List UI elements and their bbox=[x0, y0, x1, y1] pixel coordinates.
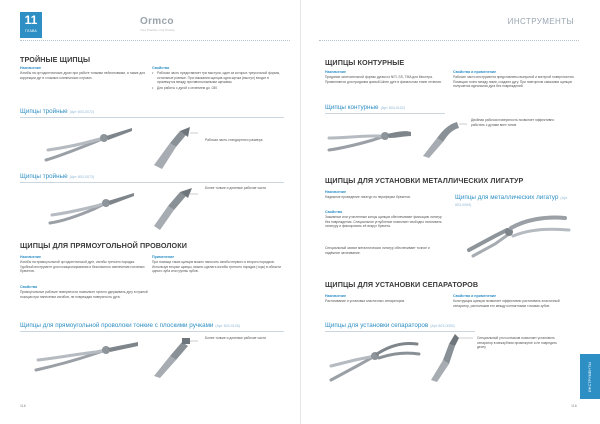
header-divider bbox=[319, 40, 579, 41]
product-name: Щипцы для установки сепараторов bbox=[325, 322, 429, 329]
contour-purpose-text: Придание окончательной формы дугам из NiTi, SS, TMA для Мистера. Применяются для придания кривой Шпее дуге в финальном этапе лечения. bbox=[325, 75, 442, 84]
separator-pliers-title: ЩИПЦЫ ДЛЯ УСТАНОВКИ СЕПАРАТОРОВ bbox=[325, 280, 479, 289]
rect-application-label: Применение bbox=[152, 255, 175, 259]
pliers-image-ligature bbox=[465, 208, 575, 258]
tweed-pliers-title: ТРОЙНЫЕ ЩИПЦЫ bbox=[20, 55, 91, 64]
contour-features-text: Рабочие части инструмента представлены выпуклой и вогнутой поверхностью. Помещая точно между ними, создают дугу. При повторном смыкании щипцов получается идеальная дуга без повреждений. bbox=[453, 75, 575, 89]
product-tweed-2 bbox=[20, 173, 94, 180]
chapter-badge bbox=[20, 12, 42, 38]
separator-features-label: Свойства и применение bbox=[453, 294, 497, 298]
list-item: • Для работы с дугой с сечением до .030 bbox=[152, 86, 284, 91]
rect-application-text: При помощи таких щипцов можно наносить изгибы первого и второго порядков. Используя вторые щипцы, можно сделать изгибы третьего порядка (торк) в области одного зуба или группы зубов. bbox=[152, 260, 281, 274]
ligature-features-label: Свойства bbox=[325, 210, 343, 214]
product-name: Щипцы тройные bbox=[20, 173, 68, 180]
product-tweed-1 bbox=[20, 108, 94, 115]
pliers-image-tweed-2 bbox=[40, 187, 140, 227]
section-divider bbox=[325, 113, 445, 114]
rect-features-label: Свойства bbox=[20, 285, 38, 289]
chapter-label: ГЛАВА bbox=[25, 29, 37, 33]
ligature-pliers-title: ЩИПЦЫ ДЛЯ УСТАНОВКИ МЕТАЛЛИЧЕСКИХ ЛИГАТУР bbox=[325, 176, 524, 185]
header-divider bbox=[20, 40, 290, 41]
ormco-logo: Ormco bbox=[140, 16, 174, 27]
product-code: (Арт 803-0055) bbox=[430, 324, 455, 328]
pliers-image-contour-tip bbox=[419, 116, 467, 158]
side-tab-label: ИНСТРУМЕНТЫ bbox=[588, 361, 592, 392]
section-header: ИНСТРУМЕНТЫ bbox=[507, 17, 574, 26]
tweed-features-label: Свойства bbox=[152, 66, 170, 70]
rect-features-text: Прямоугольные рабочие поверхности позволяют прочно удерживать дугу в нужной позиции при нанесении изгибов, не повреждая поверхность дуги. bbox=[20, 290, 148, 299]
pliers-image-contour bbox=[325, 116, 415, 158]
contour-features-label: Свойства и применение bbox=[453, 70, 497, 74]
product-code: (Арт 803-0072) bbox=[69, 110, 95, 114]
list-item: • Рабочая часть представляет три выступа, один из которых треугольной формы, остальные ровные. При смыкании щипцов одна щечка (выступ) входит в промежуток между противоположными щечками. bbox=[152, 71, 284, 85]
rect-purpose-label: Назначение bbox=[20, 255, 41, 259]
contour-purpose-label: Назначение bbox=[325, 70, 346, 74]
chapter-number: 11 bbox=[24, 13, 38, 27]
product-ligature bbox=[455, 194, 575, 208]
tweed-callout-2: Более тонкие и длинные рабочие части bbox=[205, 186, 266, 190]
product-code: (Арт 803-0073) bbox=[69, 175, 95, 179]
section-divider bbox=[20, 117, 284, 118]
ligature-purpose-text: Надежное проведение лигатур по периферии брекетов. bbox=[325, 195, 411, 199]
product-rect-wire bbox=[20, 322, 240, 329]
section-divider bbox=[20, 331, 284, 332]
pliers-image-tweed-tip-1 bbox=[150, 125, 198, 170]
tweed-purpose-label: Назначение bbox=[20, 66, 41, 70]
tweed-features-list bbox=[152, 71, 284, 91]
pliers-image-rect-wire-tip bbox=[150, 336, 198, 378]
product-separator bbox=[325, 322, 455, 329]
ormco-tagline: Your Practice. Our Priority. bbox=[140, 28, 176, 32]
right-page bbox=[300, 0, 600, 424]
ligature-features-text: Зажимные или утопленные концы щипцов обеспечивают фиксацию лигатур без повреждения. Специальное углубление позволяет свободно натягивать лигатуру и фиксировать её вокруг брекета. bbox=[325, 215, 442, 229]
product-code: (Арт 803-0059) bbox=[455, 196, 568, 207]
side-tab bbox=[580, 354, 600, 399]
pliers-image-rect-wire bbox=[30, 336, 145, 376]
separator-callout: Специальный угол кончиков позволяет установить сепаратор в межзубном промежутке и не повредить десну bbox=[477, 336, 558, 350]
ligature-application-text: Специальный захват металлических лигатур обеспечивает точное и надёжное затягивание. bbox=[325, 246, 430, 255]
separator-features-text: Конструкция щипцов позволяет эффективно растягивать эластичный сепаратор, расположив его между контактными точками зубов. bbox=[453, 299, 560, 308]
product-name: Щипцы для металлических лигатур bbox=[455, 194, 559, 201]
separator-purpose-label: Назначение bbox=[325, 294, 346, 298]
product-code: (Арт 803-0105) bbox=[215, 324, 240, 328]
product-name: Щипцы тройные bbox=[20, 108, 68, 115]
product-name: Щипцы контурные bbox=[325, 104, 379, 111]
product-name: Щипцы для прямоугольной проволоки тонкие с плоскими ручками bbox=[20, 322, 214, 329]
contour-pliers-title: ЩИПЦЫ КОНТУРНЫЕ bbox=[325, 58, 405, 67]
pliers-image-separator bbox=[325, 336, 425, 386]
ligature-purpose-label: Назначение bbox=[325, 190, 346, 194]
rect-purpose-text: Изгибы на прямоугольной ортодонтической дуге, изгибы третьего порядка. Удобный инструмент для позиционирования и безопасного извлечения головных брекетов. bbox=[20, 260, 145, 274]
product-code: (Арт 803-0102) bbox=[380, 106, 406, 110]
product-contour bbox=[325, 104, 405, 111]
page-number-right: 116 bbox=[571, 404, 577, 408]
pliers-image-separator-tip bbox=[427, 332, 475, 382]
pliers-image-tweed-tip-2 bbox=[150, 188, 198, 230]
rect-wire-title: ЩИПЦЫ ДЛЯ ПРЯМОУГОЛЬНОЙ ПРОВОЛОКИ bbox=[20, 241, 187, 250]
tweed-callout-1: Рабочая часть стандартного размера bbox=[205, 138, 263, 142]
separator-purpose-text: Растягивание и установка эластичных сепараторов. bbox=[325, 299, 406, 303]
contour-callout: Двойная рабочая поверхность позволяет эффективно работать с дугами всех типов bbox=[471, 118, 555, 127]
section-divider bbox=[20, 182, 284, 183]
pliers-image-tweed-1 bbox=[40, 120, 140, 165]
page-number-left: 116 bbox=[20, 404, 26, 408]
tweed-purpose-text: Изгибы на ортодонтических дугах при работе тонкими нейлоновыми, а также для коррекции дуг в сложных клинических случаях. bbox=[20, 71, 146, 80]
rect-wire-callout: Более тонкие и длинные рабочие части bbox=[205, 336, 266, 340]
